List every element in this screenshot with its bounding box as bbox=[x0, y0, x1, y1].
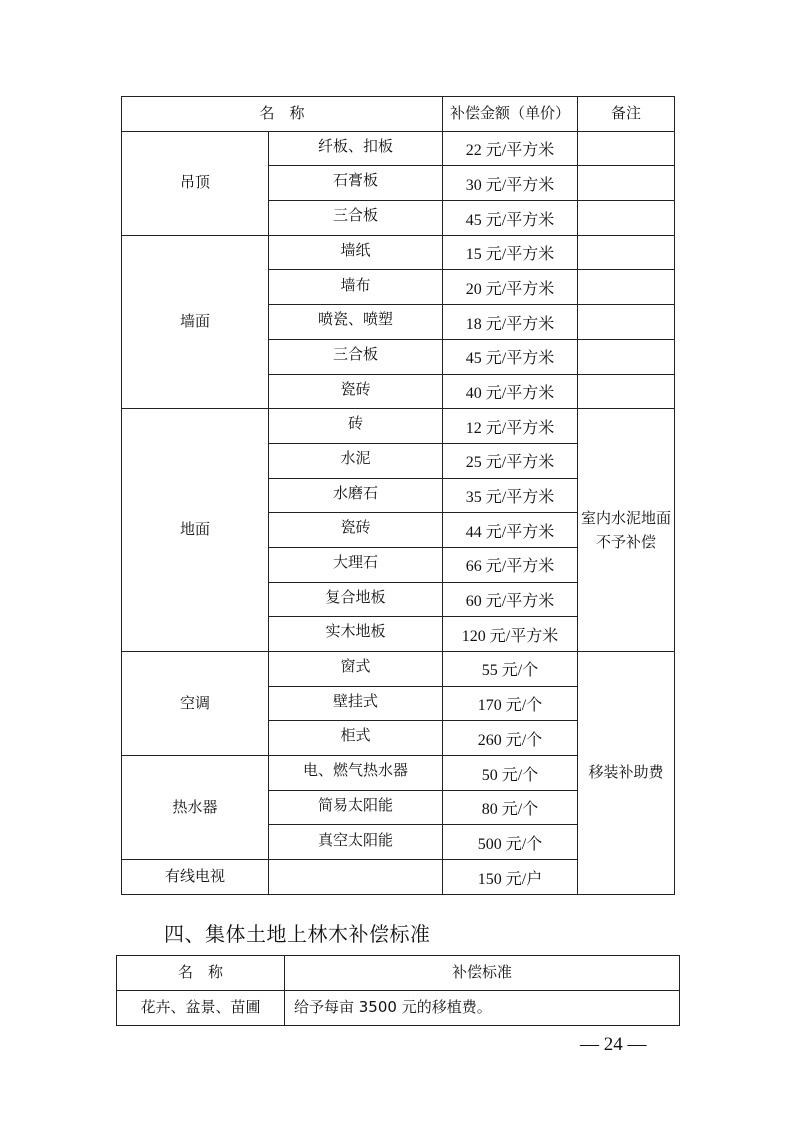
table-row bbox=[122, 131, 675, 166]
compensation-table bbox=[121, 96, 675, 895]
table-row bbox=[122, 235, 675, 270]
note-cell bbox=[578, 131, 675, 166]
note-cell bbox=[578, 305, 675, 340]
item-price: 45 元/平方米 bbox=[443, 339, 578, 374]
item-name: 大理石 bbox=[269, 547, 443, 582]
note-cell bbox=[578, 270, 675, 305]
item-price: 35 元/平方米 bbox=[443, 478, 578, 513]
item-name: 喷瓷、喷塑 bbox=[269, 305, 443, 340]
item-price: 260 元/个 bbox=[443, 721, 578, 756]
item-name: 复合地板 bbox=[269, 582, 443, 617]
table-header-row bbox=[122, 97, 675, 132]
item-price: 150 元/户 bbox=[443, 860, 578, 895]
item-price: 40 元/平方米 bbox=[443, 374, 578, 409]
item-name: 砖 bbox=[269, 409, 443, 444]
item-name: 电、燃气热水器 bbox=[269, 756, 443, 791]
item-name: 实木地板 bbox=[269, 617, 443, 652]
item-name: 水泥 bbox=[269, 443, 443, 478]
item-price: 30 元/平方米 bbox=[443, 166, 578, 201]
item-price: 44 元/平方米 bbox=[443, 513, 578, 548]
header-name: 名 称 bbox=[117, 956, 285, 991]
note-cell bbox=[578, 235, 675, 270]
item-name: 三合板 bbox=[269, 201, 443, 236]
relocation-note: 移装补助费 bbox=[578, 652, 675, 895]
item-price: 55 元/个 bbox=[443, 652, 578, 687]
item-price: 50 元/个 bbox=[443, 756, 578, 791]
group-floor: 地面 bbox=[122, 409, 269, 652]
item-price: 22 元/平方米 bbox=[443, 131, 578, 166]
note-cell bbox=[578, 339, 675, 374]
item-name: 三合板 bbox=[269, 339, 443, 374]
item-name: 石膏板 bbox=[269, 166, 443, 201]
page-number: — 24 — bbox=[580, 1034, 647, 1055]
item-price: 170 元/个 bbox=[443, 686, 578, 721]
note-cell bbox=[578, 374, 675, 409]
item-name: 窗式 bbox=[269, 652, 443, 687]
item-price: 80 元/个 bbox=[443, 790, 578, 825]
item-name: 墙布 bbox=[269, 270, 443, 305]
note-cell bbox=[578, 201, 675, 236]
item-name: 水磨石 bbox=[269, 478, 443, 513]
item-name: 纤板、扣板 bbox=[269, 131, 443, 166]
group-ac: 空调 bbox=[122, 652, 269, 756]
note-cell bbox=[578, 166, 675, 201]
item-price: 15 元/平方米 bbox=[443, 235, 578, 270]
header-standard: 补偿标准 bbox=[285, 956, 680, 991]
row-standard: 给予每亩 3500 元的移植费。 bbox=[285, 991, 680, 1026]
item-name: 瓷砖 bbox=[269, 513, 443, 548]
item-price: 45 元/平方米 bbox=[443, 201, 578, 236]
item-name: 简易太阳能 bbox=[269, 790, 443, 825]
table-row bbox=[117, 991, 680, 1026]
item-price: 25 元/平方米 bbox=[443, 443, 578, 478]
table-header-row bbox=[117, 956, 680, 991]
header-amount: 补偿金额（单价） bbox=[443, 97, 578, 132]
item-name: 瓷砖 bbox=[269, 374, 443, 409]
item-price: 66 元/平方米 bbox=[443, 547, 578, 582]
header-note: 备注 bbox=[578, 97, 675, 132]
group-ceiling: 吊顶 bbox=[122, 131, 269, 235]
forest-compensation-table bbox=[116, 955, 680, 1026]
floor-note: 室内水泥地面不予补偿 bbox=[578, 409, 675, 652]
item-price: 12 元/平方米 bbox=[443, 409, 578, 444]
row-name: 花卉、盆景、苗圃 bbox=[117, 991, 285, 1026]
item-name: 壁挂式 bbox=[269, 686, 443, 721]
item-price: 120 元/平方米 bbox=[443, 617, 578, 652]
item-price: 60 元/平方米 bbox=[443, 582, 578, 617]
item-name: 真空太阳能 bbox=[269, 825, 443, 860]
item-price: 20 元/平方米 bbox=[443, 270, 578, 305]
group-heater: 热水器 bbox=[122, 756, 269, 860]
section-heading: 四、集体土地上林木补偿标准 bbox=[164, 922, 431, 946]
item-name: 柜式 bbox=[269, 721, 443, 756]
table-row bbox=[122, 409, 675, 444]
item-name: 墙纸 bbox=[269, 235, 443, 270]
header-name: 名 称 bbox=[122, 97, 443, 132]
group-cable: 有线电视 bbox=[122, 860, 269, 895]
table-row bbox=[122, 652, 675, 687]
empty-cell bbox=[269, 860, 443, 895]
item-price: 500 元/个 bbox=[443, 825, 578, 860]
item-price: 18 元/平方米 bbox=[443, 305, 578, 340]
group-wall: 墙面 bbox=[122, 235, 269, 408]
